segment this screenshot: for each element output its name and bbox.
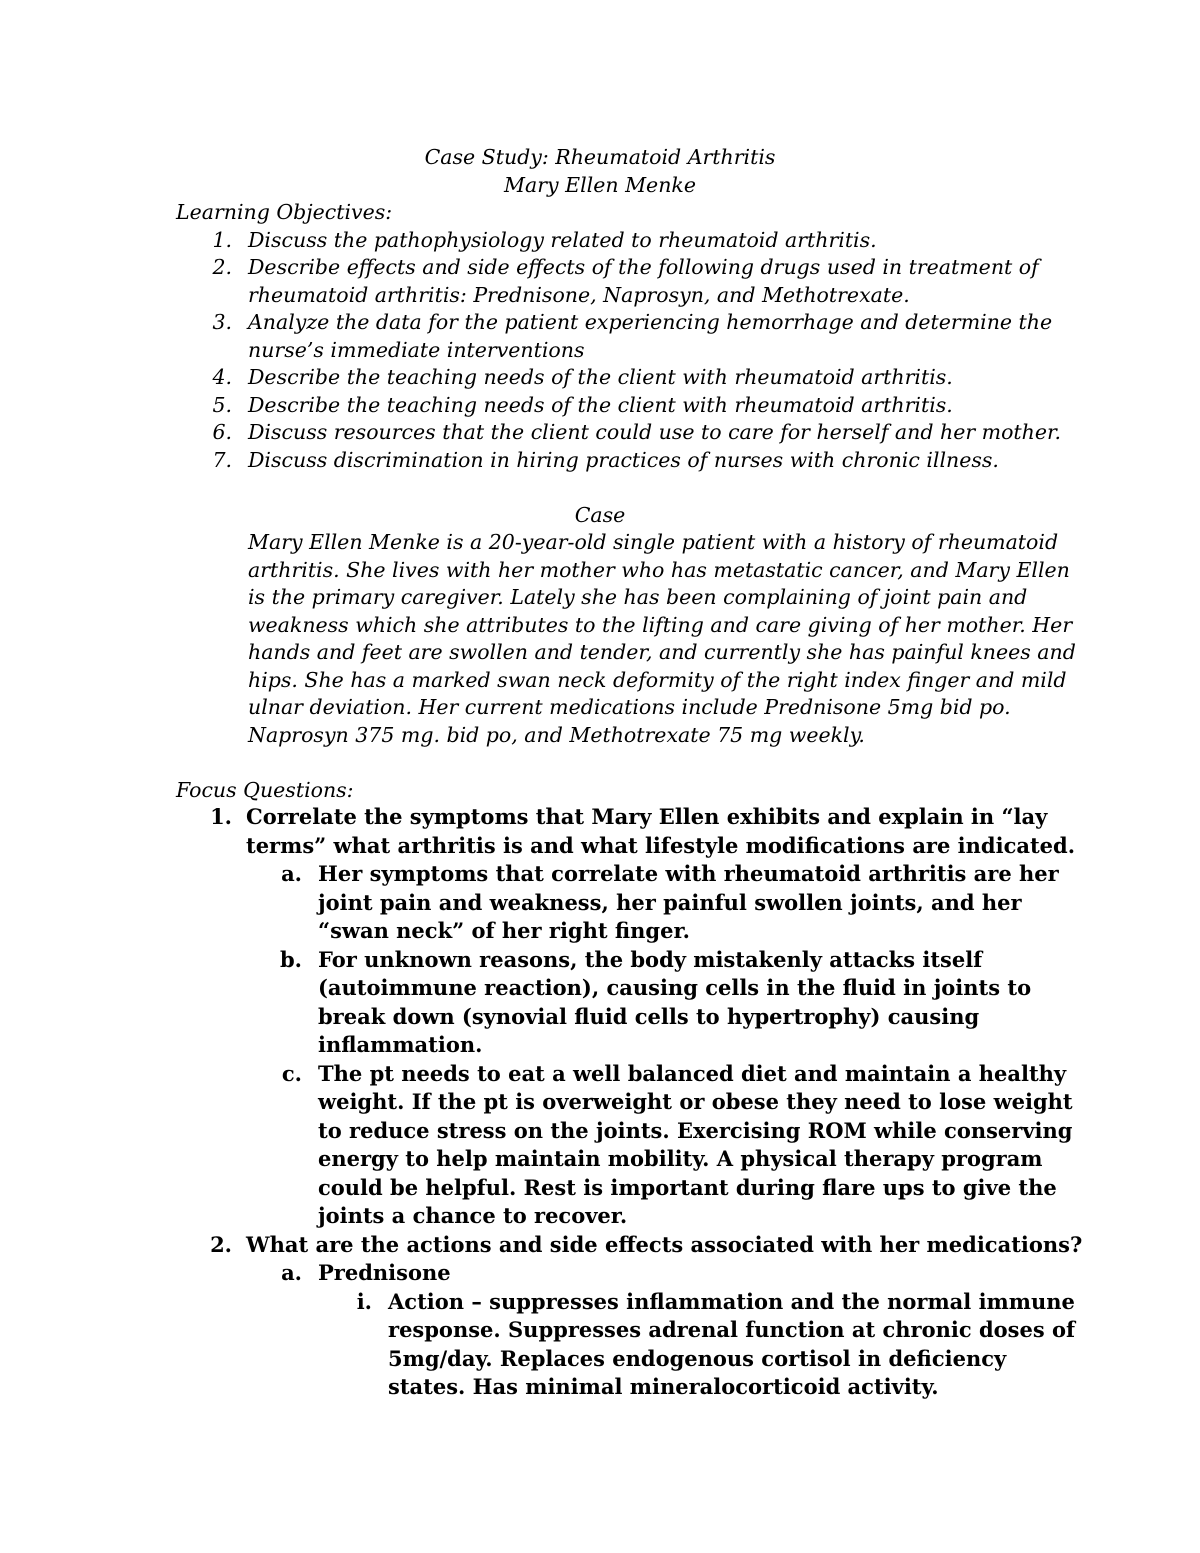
objectives-heading: Learning Objectives:: [176, 200, 393, 224]
sub-answer-continuation: response. Suppresses adrenal function at chronic doses of: [388, 1317, 1076, 1342]
case-line: Naprosyn 375 mg. bid po, and Methotrexate 75 mg weekly.: [248, 722, 865, 747]
list-item: 6. Discuss resources that the client could use to care for herself and her mother.: [212, 420, 1062, 444]
question-item: 1. Correlate the symptoms that Mary Ellen exhibits and explain in “lay: [210, 804, 1048, 829]
list-item: 7. Discuss discrimination in hiring practices of nurses with chronic illness.: [212, 447, 999, 472]
answer-continuation: to reduce stress on the joints. Exercising ROM while conserving: [318, 1117, 1073, 1143]
document-title: Case Study: Rheumatoid Arthritis: [424, 145, 776, 169]
case-line: Mary Ellen Menke is a 20-year-old single patient with a history of rheumatoid: [248, 530, 1059, 554]
case-line: hips. She has a marked swan neck deformity of the right index finger and mild: [248, 667, 1067, 692]
case-line: arthritis. She lives with her mother who has metastatic cancer, and Mary Ellen: [248, 557, 1070, 582]
answer-continuation: could be helpful. Rest is important during flare ups to give the: [318, 1174, 1057, 1200]
list-item-continuation: nurse’s immediate interventions: [248, 337, 585, 362]
answer-item: c. The pt needs to eat a well balanced diet and maintain a healthy: [281, 1060, 1067, 1086]
case-line: hands and feet are swollen and tender, and currently she has painful knees and: [248, 640, 1076, 664]
list-item: 3. Analyze the data for the patient experiencing hemorrhage and determine the: [212, 310, 1053, 334]
answer-continuation: weight. If the pt is overweight or obese they need to lose weight: [318, 1089, 1073, 1114]
sub-answer-continuation: 5mg/day. Replaces endogenous cortisol in deficiency: [388, 1345, 1007, 1371]
list-item: 4. Describe the teaching needs of the client with rheumatoid arthritis.: [212, 365, 953, 389]
sub-answer-continuation: states. Has minimal mineralocorticoid activity.: [388, 1374, 939, 1399]
answer-continuation: energy to help maintain mobility. A physical therapy program: [318, 1146, 1043, 1171]
focus-heading: Focus Questions:: [176, 777, 354, 802]
answer-item: a. Her symptoms that correlate with rheumatoid arthritis are her: [281, 861, 1059, 886]
document-author: Mary Ellen Menke: [504, 172, 696, 197]
answer-continuation: joint pain and weakness, her painful swollen joints, and her: [318, 889, 1022, 915]
answer-item: a. Prednisone: [281, 1260, 451, 1285]
answer-item: b. For unknown reasons, the body mistakenly attacks itself: [280, 946, 983, 972]
case-line: weakness which she attributes to the lifting and care giving of her mother. Her: [248, 612, 1073, 637]
list-item-continuation: rheumatoid arthritis: Prednisone, Naprosyn, and Methotrexate.: [248, 282, 910, 307]
case-line: is the primary caregiver. Lately she has been complaining of joint pain and: [248, 585, 1028, 609]
question-item: 2. What are the actions and side effects associated with her medications?: [210, 1231, 1083, 1257]
answer-continuation: break down (synovial fluid cells to hypertrophy) causing: [318, 1003, 980, 1029]
question-continuation: terms” what arthritis is and what lifestyle modifications are indicated.: [246, 832, 1076, 858]
answer-continuation: inflammation.: [318, 1032, 483, 1057]
case-line: ulnar deviation. Her current medications include Prednisone 5mg bid po.: [248, 695, 1011, 719]
list-item: 5. Describe the teaching needs of the client with rheumatoid arthritis.: [212, 392, 953, 417]
case-heading: Case: [574, 502, 626, 527]
list-item: 2. Describe effects and side effects of the following drugs used in treatment of: [212, 255, 1039, 279]
list-item: 1. Discuss the pathophysiology related to rheumatoid arthritis.: [212, 227, 877, 252]
answer-continuation: joints a chance to recover.: [318, 1203, 628, 1228]
answer-continuation: “swan neck” of her right finger.: [318, 918, 690, 943]
sub-answer-item: i. Action – suppresses inflammation and the normal immune: [356, 1288, 1075, 1314]
answer-continuation: (autoimmune reaction), causing cells in the fluid in joints to: [318, 975, 1032, 1000]
